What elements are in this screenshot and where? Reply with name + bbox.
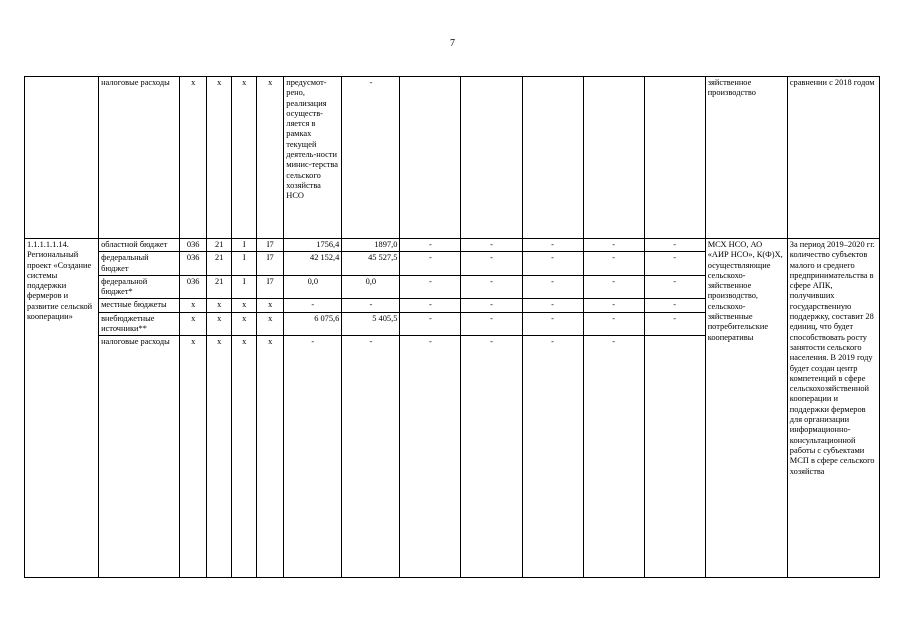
empty-cell [400,77,461,239]
dash-cell [644,336,705,578]
dash-cell: - [522,275,583,299]
funding-source: налоговые расходы [99,77,180,239]
dash-cell: - [400,312,461,336]
empty-cell [583,77,644,239]
value-2020: - [342,299,400,312]
code-cell: х [207,299,232,312]
executor-cell: зяйственное производство [705,77,787,239]
code-cell: I [232,239,257,252]
value-2019: - [284,336,342,578]
table-row [25,77,880,239]
code-cell: I7 [257,275,284,299]
code-cell: х [257,312,284,336]
code-cell: I [232,275,257,299]
dash-cell: - [461,252,522,276]
code-cell: х [180,77,207,239]
code-cell: х [257,299,284,312]
code-cell: х [232,312,257,336]
code-cell: х [257,77,284,239]
value-2020: 0,0 [342,275,400,299]
value-2020: - [342,336,400,578]
project-result: За период 2019–2020 гг. количество субъектов малого и среднего предпринимательства в сфере АПК, получивших государственную поддержку, составит 28 единиц, что будет способствовать росту занятости сельского населения. В 2019 году будет создан центр компетенций в сфере сельскохозяйственной кооперации и поддержки фермеров для организации информационно-консультационной работы с субъектами МСП в сфере сельского хозяйства [787,239,879,578]
note-cell: предусмот-рено, реализация осуществ-ляется в рамках текущей деятель-ности минис-терства сельского хозяйства НСО [284,77,342,239]
empty-cell [461,77,522,239]
value-2019: 1756,4 [284,239,342,252]
dash-cell: - [522,312,583,336]
dash-cell: - [400,336,461,578]
value-2020: 1897,0 [342,239,400,252]
code-cell: х [180,312,207,336]
code-cell: 036 [180,239,207,252]
empty-cell [644,77,705,239]
dash-cell: - [583,252,644,276]
code-cell: 036 [180,275,207,299]
dash-cell: - [583,312,644,336]
dash-cell: - [522,239,583,252]
value-cell: - [342,77,400,239]
code-cell: х [207,312,232,336]
code-cell: х [232,77,257,239]
code-cell: 21 [207,239,232,252]
dash-cell: - [644,252,705,276]
dash-cell: - [583,299,644,312]
code-cell: х [207,336,232,578]
funding-source: федеральный бюджет [99,252,180,276]
program-cell-empty [25,77,99,239]
dash-cell: - [644,299,705,312]
dash-cell: - [644,239,705,252]
code-cell: х [207,77,232,239]
dash-cell: - [583,239,644,252]
result-cell: сравнении с 2018 годом [787,77,879,239]
project-executor: МСХ НСО, АО «АИР НСО», К(Ф)Х, осуществляющие сельскохо-зяйственное производство, сельскохо-зяйственные потребительские кооперативы [705,239,787,578]
budget-table [24,76,880,578]
code-cell: I7 [257,239,284,252]
code-cell: х [180,336,207,578]
funding-source: областной бюджет [99,239,180,252]
dash-cell: - [644,312,705,336]
value-2019: 6 075,6 [284,312,342,336]
project-name: 1.1.1.1.1.14. Региональный проект «Создание системы поддержки фермеров и развитие сельской кооперации» [25,239,99,578]
table-row [25,239,880,252]
dash-cell: - [461,239,522,252]
value-2019: 0,0 [284,275,342,299]
dash-cell: - [522,299,583,312]
value-2019: - [284,299,342,312]
dash-cell: - [644,275,705,299]
code-cell: 21 [207,252,232,276]
code-cell: 21 [207,275,232,299]
dash-cell: - [461,299,522,312]
funding-source: федеральной бюджет* [99,275,180,299]
dash-cell: - [400,299,461,312]
dash-cell: - [522,336,583,578]
code-cell: I [232,252,257,276]
dash-cell: - [522,252,583,276]
empty-cell [522,77,583,239]
code-cell: х [232,336,257,578]
value-2020: 45 527,5 [342,252,400,276]
dash-cell: - [461,275,522,299]
code-cell: х [232,299,257,312]
dash-cell: - [400,239,461,252]
code-cell: 036 [180,252,207,276]
dash-cell: - [400,252,461,276]
value-2019: 42 152,4 [284,252,342,276]
dash-cell: - [583,275,644,299]
code-cell: х [257,336,284,578]
dash-cell: - [461,312,522,336]
value-2020: 5 405,5 [342,312,400,336]
funding-source: налоговые расходы [99,336,180,578]
code-cell: х [180,299,207,312]
funding-source: внебюджетные источники** [99,312,180,336]
code-cell: I7 [257,252,284,276]
page-number: 7 [450,38,455,49]
dash-cell: - [461,336,522,578]
dash-cell: - [583,336,644,578]
funding-source: местные бюджеты [99,299,180,312]
dash-cell: - [400,275,461,299]
